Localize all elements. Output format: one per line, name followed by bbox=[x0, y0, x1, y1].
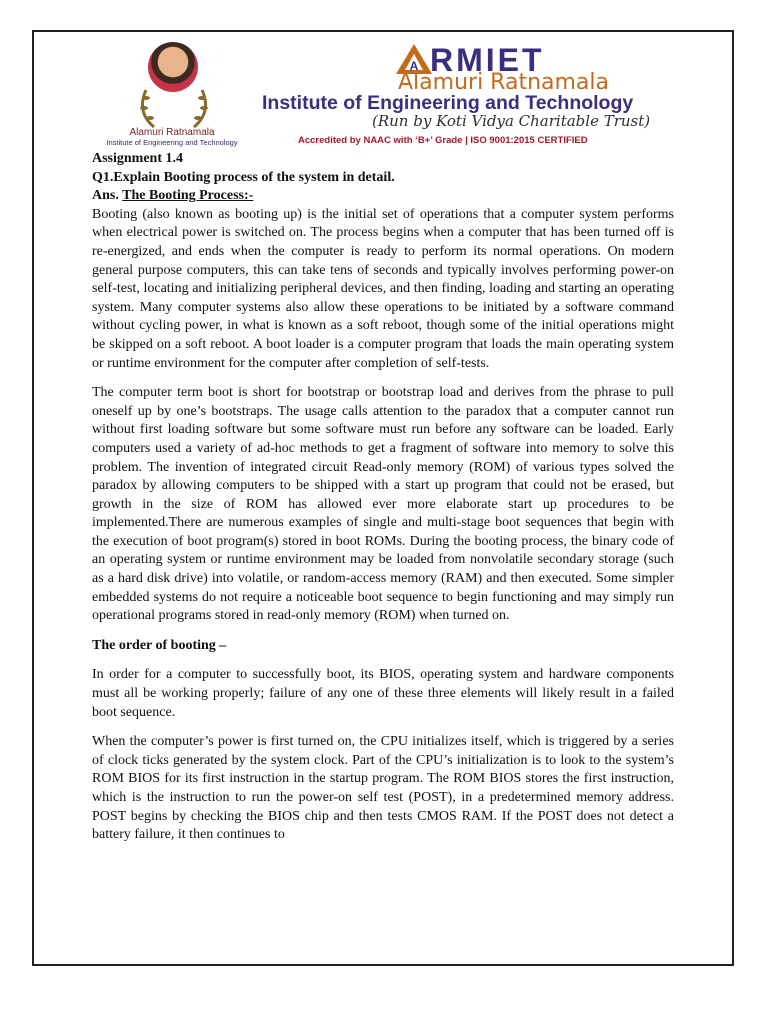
paragraph-4: When the computer’s power is first turned on, the CPU initializes itself, which is triggered by a series of clock ticks generated by the system clock. Part of the CPU’s initialization is to look to the system’s ROM BIOS for its first instruction in the startup program. The ROM BIOS stores the first instruction, which is the instruction to run the power-on self test (POST), in a predetermined memory address. POST begins by checking the BIOS chip and then tests CMOS RAM. If the POST does not detect a battery failure, it then continues to bbox=[92, 734, 674, 843]
seal-name-line2: Institute of Engineering and Technology bbox=[106, 137, 238, 147]
accreditation-line: Accredited by NAAC with ‘B+’ Grade | ISO 9001:2015 CERTIFIED bbox=[298, 135, 588, 146]
paragraph-1: Booting (also known as booting up) is the initial set of operations that a computer system performs when electrical power is switched on. The process begins when a computer that has been turned off is re-energized, and ends when the computer is ready to perform its normal operations. On modern general purpose computers, this can take tens of seconds and typically involves performing power-on self-test, locating and initializing peripheral devices, and then finding, loading and starting an operating system. Many computer systems also allow these operations to be initiated by a software command without cycling power, in what is known as a soft reboot, though some of the initial operations might be skipped on a soft reboot. A boot loader is a computer program that loads the main operating system or runtime environment for the computer after completion of self-tests. bbox=[92, 206, 674, 371]
answer-heading bbox=[92, 187, 674, 206]
document-body bbox=[92, 150, 674, 845]
paragraph-2: The computer term boot is short for bootstrap or bootstrap load and derives from the phrase to pull oneself up by one’s bootstraps. The usage calls attention to the paradox that a computer cannot run without first loading software but some software must run before any software can be loaded. Early computers used a variety of ad-hoc methods to get a fragment of software into memory to solve this problem. The invention of integrated circuit Read-only memory (ROM) of various types solved the paradox by allowing computers to be shipped with a start up program that could not be erased, but growth in the size of ROM has allowed ever more elaborate start up procedures to be implemented.There are numerous examples of single and multi-stage boot sequences that begin with the execution of boot program(s) stored in boot ROMs. During the booting process, the binary code of an operating system or runtime environment may be loaded from nonvolatile secondary storage (such as a hard disk drive) into volatile, or random-access memory (RAM) and then executed. Some simpler embedded systems do not require a noticeable boot sequence to begin functioning and may simply run operational programs stored in read-only memory (ROM) when turned on. bbox=[92, 385, 674, 624]
section-heading-booting: The Booting Process:- bbox=[122, 188, 254, 204]
answer-label: Ans. bbox=[92, 188, 119, 204]
institute-title: Institute of Engineering and Technology bbox=[262, 92, 634, 114]
laurel-emblem-icon bbox=[124, 82, 224, 132]
seal-name-line1: Alamuri Ratnamala bbox=[129, 127, 215, 138]
trust-line: (Run by Koti Vidya Charitable Trust) bbox=[372, 112, 651, 130]
brand-tagline: Alamuri Ratnamala bbox=[398, 70, 610, 95]
assignment-title: Assignment 1.4 bbox=[92, 151, 184, 166]
section-heading-order: The order of booting – bbox=[92, 637, 227, 653]
letterhead bbox=[0, 0, 768, 150]
brand-initial: A bbox=[409, 59, 419, 73]
brand-name: RMIET bbox=[430, 42, 545, 78]
seal-caption bbox=[92, 128, 252, 146]
paragraph-3: In order for a computer to successfully boot, its BIOS, operating system and hardware components must all be working properly; failure of any one of these three elements will likely result in a failed boot sequence. bbox=[92, 667, 674, 720]
question-heading: Q1.Explain Booting process of the system in detail. bbox=[92, 169, 395, 185]
